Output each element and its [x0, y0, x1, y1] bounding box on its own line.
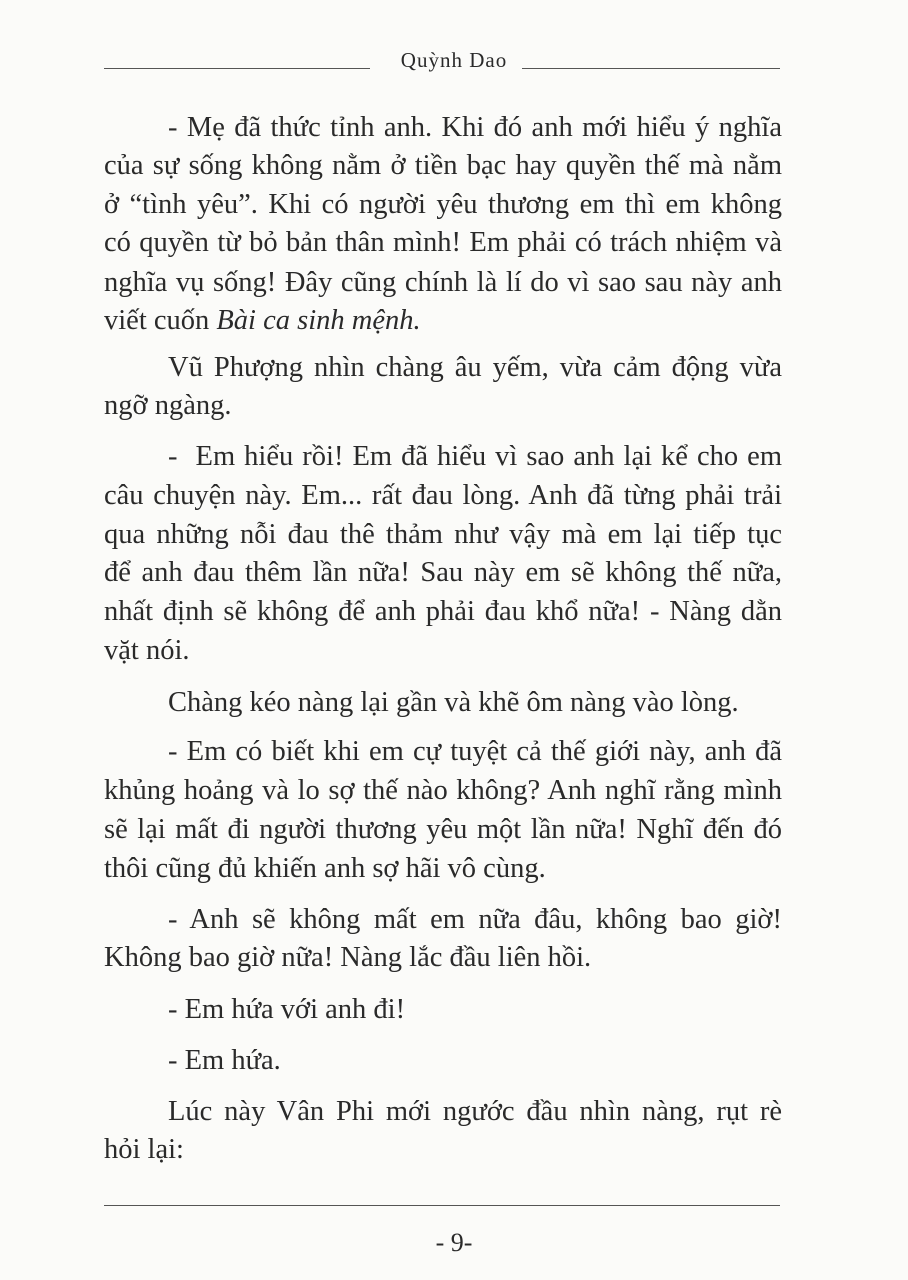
line-text: - Em hứa.: [168, 1045, 281, 1076]
line-text: Chàng kéo nàng lại gần và khẽ ôm nàng vào lòng.: [168, 687, 739, 718]
line-text: để anh đau thêm lần nữa! Sau này em sẽ không thế nữa,: [104, 557, 782, 588]
line-text: vặt nói.: [104, 635, 190, 666]
line-text: câu chuyện này. Em... rất đau lòng. Anh đã từng phải trải: [104, 480, 782, 511]
text-line: [168, 902, 782, 938]
text-line: [104, 187, 782, 223]
book-title-italic: Bài ca sinh mệnh.: [216, 305, 421, 336]
text-line: [168, 439, 782, 475]
line-text: sẽ lại mất đi người thương yêu một lần nữa! Nghĩ đến đó: [104, 814, 782, 845]
text-line: [104, 517, 782, 553]
line-text: - Mẹ đã thức tỉnh anh. Khi đó anh mới hiểu ý nghĩa: [168, 112, 782, 143]
text-line: [104, 773, 782, 809]
text-line: [168, 350, 782, 386]
text-line: [104, 851, 782, 887]
line-text: - Anh sẽ không mất em nữa đâu, không bao giờ!: [168, 904, 782, 935]
line-text: Vũ Phượng nhìn chàng âu yếm, vừa cảm động vừa: [168, 352, 782, 383]
text-line: [104, 555, 782, 591]
text-line: [104, 940, 782, 976]
footer-rule: [104, 1205, 780, 1206]
line-text: nghĩa vụ sống! Đây cũng chính là lí do vì sao sau này anh: [104, 267, 782, 298]
line-text: - Em hiểu rồi! Em đã hiểu vì sao anh lại kể cho em: [168, 441, 782, 472]
text-line: [104, 148, 782, 184]
line-text: Lúc này Vân Phi mới ngước đầu nhìn nàng, rụt rè: [168, 1096, 782, 1127]
line-text: qua những nỗi đau thê thảm như vậy mà em lại tiếp tục: [104, 519, 782, 550]
line-text: của sự sống không nằm ở tiền bạc hay quyền thế mà nằm: [104, 150, 782, 181]
line-text: - Em hứa với anh đi!: [168, 994, 406, 1025]
text-line: [168, 1043, 782, 1079]
line-text: viết cuốn: [104, 305, 217, 336]
page-number: - 9-: [435, 1228, 473, 1257]
line-text: khủng hoảng và lo sợ thế nào không? Anh nghĩ rằng mình: [104, 775, 782, 806]
text-line: [104, 303, 782, 339]
line-text: có quyền từ bỏ bản thân mình! Em phải có trách nhiệm và: [104, 227, 782, 258]
line-text: ngỡ ngàng.: [104, 390, 232, 421]
text-line: [168, 1094, 782, 1130]
text-line: [104, 594, 782, 630]
text-line: [168, 110, 782, 146]
line-text: nhất định sẽ không để anh phải đau khổ nữa! - Nàng dằn: [104, 596, 782, 627]
text-line: [168, 992, 782, 1028]
text-line: [104, 265, 782, 301]
text-line: [104, 478, 782, 514]
text-line: [104, 633, 782, 669]
header-rule-right: [522, 68, 780, 69]
line-text: thôi cũng đủ khiến anh sợ hãi vô cùng.: [104, 853, 546, 884]
text-line: [168, 685, 782, 721]
text-line: [104, 388, 782, 424]
line-text: ở “tình yêu”. Khi có người yêu thương em thì em không: [104, 189, 782, 220]
text-line: [168, 734, 782, 770]
line-text: - Em có biết khi em cự tuyệt cả thế giới này, anh đã: [168, 736, 782, 767]
line-text: hỏi lại:: [104, 1134, 184, 1165]
text-line: [104, 1132, 782, 1168]
line-text: Không bao giờ nữa! Nàng lắc đầu liên hồi.: [104, 942, 592, 973]
running-header: Quỳnh Dao: [400, 48, 508, 72]
text-line: [104, 812, 782, 848]
text-line: [104, 225, 782, 261]
